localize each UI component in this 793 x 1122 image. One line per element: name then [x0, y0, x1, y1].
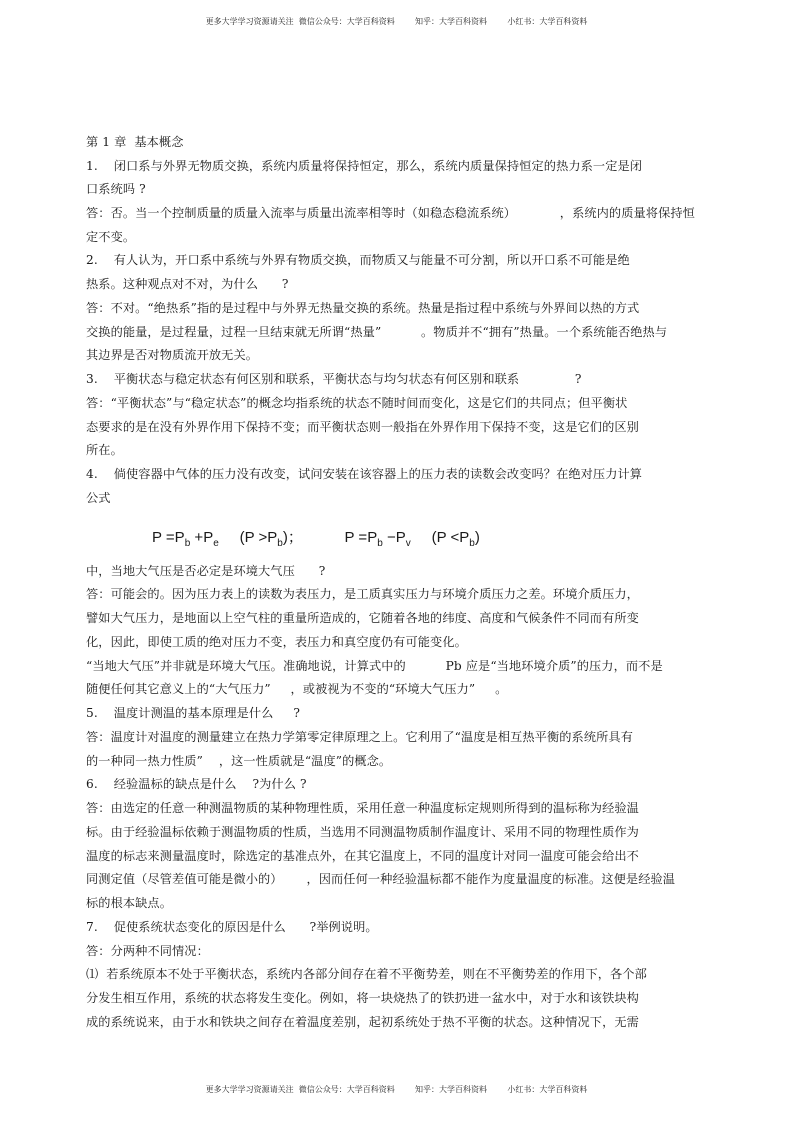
text-line: 口系统吗 ? — [86, 182, 146, 196]
text-line: 成的系统说来，由于水和铁块之间存在着温度差别，起初系统处于热不平衡的状态。这种情况下，无需 — [86, 1015, 639, 1029]
text-line: 其边界是否对物质流开放无关。 — [86, 348, 259, 362]
text-line: 分发生相互作用，系统的状态将发生变化。例如，将一块烧热了的铁扔进一盆水中，对于水和该铁块构 — [86, 991, 639, 1005]
text-line: 热系。这种观点对不对，为什么 ? — [86, 277, 289, 291]
page-footer: 更多大学学习资源请关注 微信公众号：大学百科资料 知乎：大学百科资料 小红书：大学百科资料 — [205, 1085, 588, 1094]
text-line: 温度的标志来测量温度时，除选定的基准点外，在其它温度上，不同的温度计对同一温度可能会给出不 — [86, 849, 639, 863]
text-line: 的一种同一热力性质” ，这一性质就是“温度”的概念。 — [86, 754, 392, 768]
text-line: 化，因此，即使工质的绝对压力不变，表压力和真空度仍有可能变化。 — [86, 635, 467, 649]
text-line: 标。由于经验温标依赖于测温物质的性质，当选用不同测温物质制作温度计、采用不同的物理性质作为 — [86, 825, 639, 839]
text-line: 4. 倘使容器中气体的压力没有改变，试问安装在该容器上的压力表的读数会改变吗？在绝对压力计算 — [86, 467, 643, 481]
text-line: 5. 温度计测温的基本原理是什么 ? — [86, 706, 300, 720]
text-line: 答：否。当一个控制质量的质量入流率与质量出流率相等时（如稳态稳流系统） ，系统内的质量将保持恒 — [86, 206, 695, 220]
text-line: 交换的能量，是过程量，过程一旦结束就无所谓“热量” 。物质并不“拥有”热量。一个系统能否绝热与 — [86, 325, 668, 339]
text-line: 中，当地大气压是否必定是环境大气压 ? — [86, 564, 326, 578]
text-line: 态要求的是在没有外界作用下保持不变；而平衡状态则一般指在外界作用下保持不变，这是它们的区别 — [86, 420, 639, 434]
text-line: 7. 促使系统状态变化的原因是什么 ?举例说明。 — [86, 920, 378, 934]
text-line: 1. 闭口系与外界无物质交换，系统内质量将保持恒定，那么，系统内质量保持恒定的热力系一定是闭 — [86, 159, 643, 173]
text-line: 答：可能会的。因为压力表上的读数为表压力，是工质真实压力与环境介质压力之差。环境介质压力， — [86, 587, 639, 601]
text-line: 譬如大气压力，是地面以上空气柱的重量所造成的，它随着各地的纬度、高度和气候条件不同而有所变 — [86, 611, 639, 625]
text-line: 定不变。 — [86, 230, 136, 244]
text-line: 公式 — [86, 491, 111, 505]
page-header: 更多大学学习资源请关注 微信公众号：大学百科资料 知乎：大学百科资料 小红书：大学百科资料 — [205, 17, 588, 26]
text-line: 同测定值（尽管差值可能是微小的） ，因而任何一种经验温标都不能作为度量温度的标准。这便是经验温 — [86, 872, 676, 886]
text-line: 答：“平衡状态”与“稳定状态”的概念均指系统的状态不随时间而变化，这是它们的共同点；但平衡状 — [86, 396, 628, 410]
text-line: ⑴ 若系统原本不处于平衡状态，系统内各部分间存在着不平衡势差，则在不平衡势差的作用下，各个部 — [86, 967, 647, 981]
text-line: “当地大气压”并非就是环境大气压。准确地说，计算式中的 Pb 应是“当地环境介质”的压力，而不是 — [86, 659, 663, 673]
pressure-formula: $P =P_b +P_e$ $(P >P_b)$； $P =P_b -P_v$ $(P <P_b)$ — [152, 529, 480, 549]
text-line: 2. 有人认为，开口系中系统与外界有物质交换，而物质又与能量不可分割，所以开口系不可能是绝 — [86, 253, 630, 267]
text-line: 答：温度计对温度的测量建立在热力学第零定律原理之上。它利用了“温度是相互热平衡的系统所具有 — [86, 730, 633, 744]
text-line: 答：由选定的任意一种测温物质的某种物理性质，采用任意一种温度标定规则所得到的温标称为经验温 — [86, 801, 639, 815]
text-line: 随便任何其它意义上的“大气压力” ，或被视为不变的“环境大气压力” 。 — [86, 682, 508, 696]
text-line: 答：不对。“绝热系”指的是过程中与外界无热量交换的系统。热量是指过程中系统与外界间以热的方式 — [86, 301, 640, 315]
text-line: 6. 经验温标的缺点是什么 ?为什么 ? — [86, 777, 307, 791]
text-line: 标的根本缺点。 — [86, 896, 173, 910]
text-line: 答：分两种不同情况： — [86, 944, 209, 958]
text-line: 3. 平衡状态与稳定状态有何区别和联系，平衡状态与均匀状态有何区别和联系 ? — [86, 372, 582, 386]
chapter-title: 第 1 章 基本概念 — [86, 135, 184, 149]
text-line: 所在。 — [86, 443, 123, 457]
